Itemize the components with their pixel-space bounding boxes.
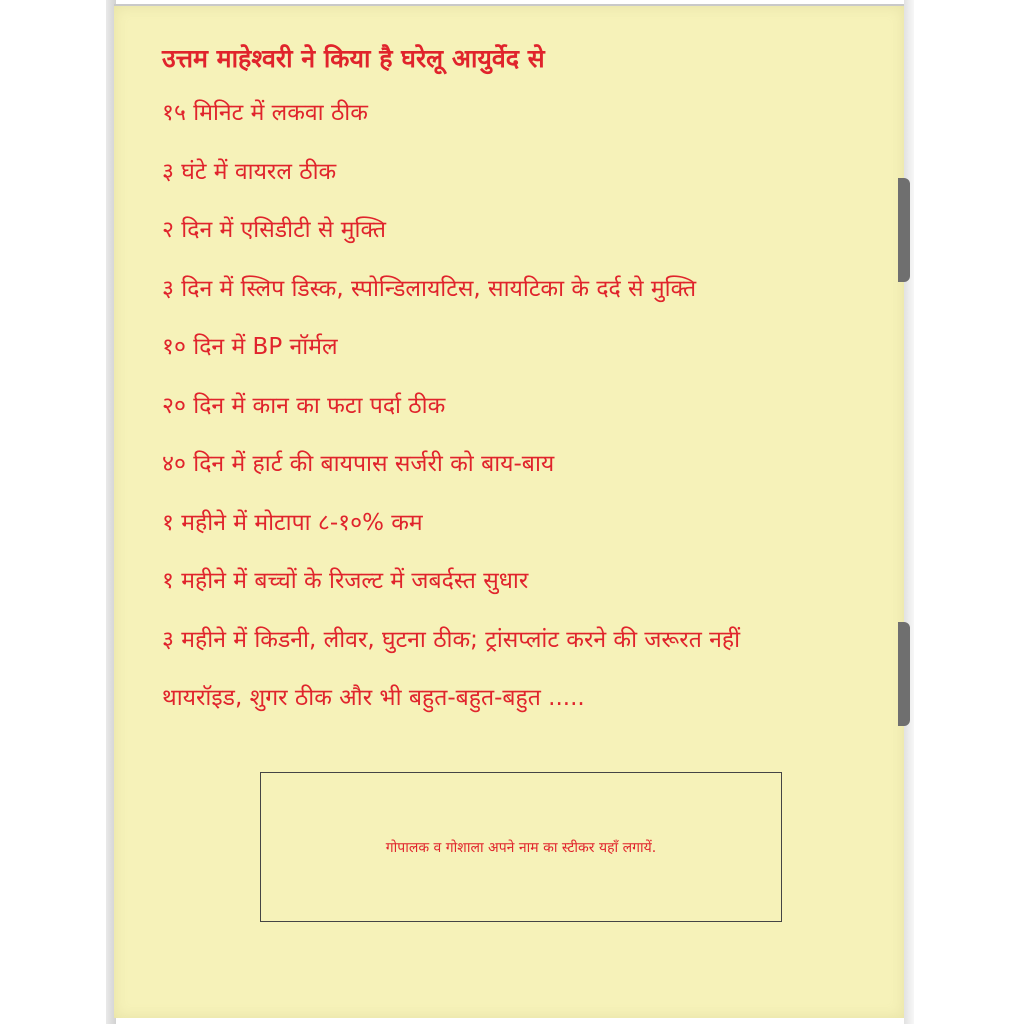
- claim-item: १ महीने में बच्चों के रिजल्ट में जबर्दस्त सुधार: [162, 568, 529, 594]
- claims-list: [162, 96, 892, 715]
- cover-content: [162, 38, 892, 740]
- binding-tab-lower: [898, 622, 910, 726]
- claim-item: १ महीने में मोटापा ८-१०% कम: [162, 509, 423, 536]
- claim-item: २० दिन में कान का फटा पर्दा ठीक: [162, 392, 446, 419]
- page-title: उत्तम माहेश्वरी ने किया है घरेलू आयुर्वेद से: [162, 44, 545, 73]
- claim-item: १० दिन में BP नॉर्मल: [162, 334, 338, 360]
- claim-item: २ दिन में एसिडीटी से मुक्ति: [162, 217, 386, 243]
- claim-item: १५ मिनिट में लकवा ठीक: [162, 100, 368, 126]
- sticker-placeholder-box: [260, 772, 782, 922]
- claim-item: ४० दिन में हार्ट की बायपास सर्जरी को बाय-बाय: [162, 451, 555, 477]
- claim-item: ३ महीने में किडनी, लीवर, घुटना ठीक; ट्रांसप्लांट करने की जरूरत नहीं: [162, 626, 741, 653]
- claim-item: थायरॉइड, शुगर ठीक और भी बहुत-बहुत-बहुत .....: [162, 685, 585, 711]
- sticker-instruction: गोपालक व गोशाला अपने नाम का स्टीकर यहाँ लगायें.: [385, 839, 657, 856]
- claim-item: ३ दिन में स्लिप डिस्क, स्पोन्डिलायटिस, सायटिका के दर्द से मुक्ति: [162, 275, 697, 302]
- page-edge-right: [904, 0, 914, 1024]
- claim-item: ३ घंटे में वायरल ठीक: [162, 158, 337, 185]
- binding-tab-upper: [898, 178, 910, 282]
